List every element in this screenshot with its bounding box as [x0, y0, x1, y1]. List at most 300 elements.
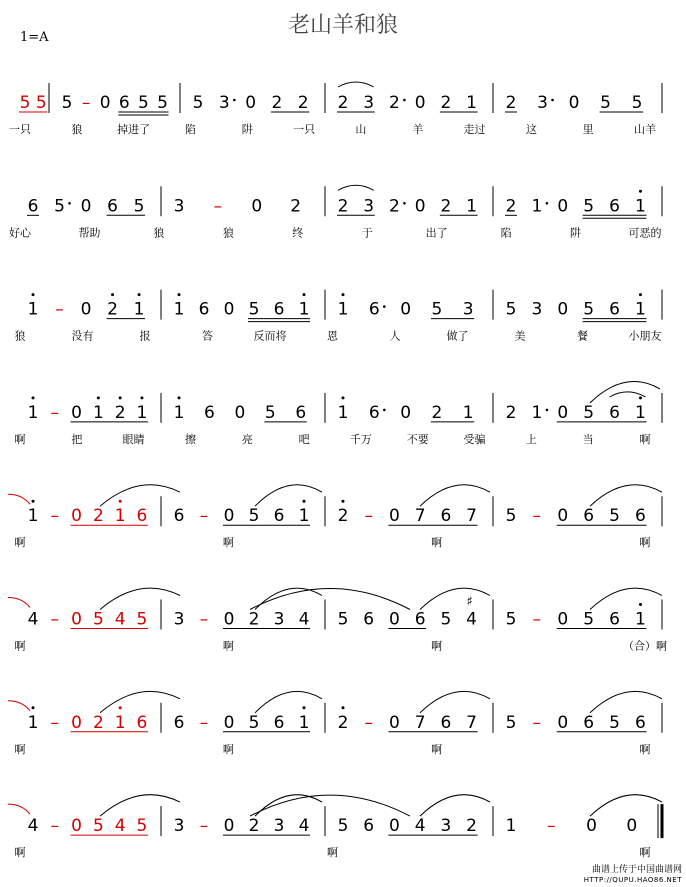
note: 5: [583, 196, 595, 217]
note: 0: [586, 816, 597, 837]
dot: [551, 99, 554, 102]
dot: [403, 202, 406, 205]
note: 1: [27, 402, 39, 423]
note: 1: [133, 299, 145, 320]
note: 6: [136, 506, 148, 527]
note: 2: [440, 93, 452, 113]
octave-dot: [119, 396, 122, 399]
song-title: 老山羊和狼: [287, 13, 398, 38]
octave-dot: [32, 706, 35, 709]
note: 6: [583, 712, 595, 733]
note: 5: [248, 506, 260, 527]
note: 1: [298, 712, 310, 733]
note: 5: [136, 609, 148, 630]
lyric: 山: [355, 123, 367, 136]
footer-credit: [584, 865, 682, 885]
note: 6: [440, 712, 452, 733]
note: 5: [505, 609, 517, 630]
lyric: 啊: [14, 432, 26, 446]
note: 1: [635, 609, 646, 630]
octave-dot: [119, 706, 122, 709]
note: 5: [54, 196, 65, 217]
note: 5: [505, 299, 517, 320]
note: 6: [363, 609, 375, 630]
note: 0: [80, 299, 92, 320]
note: 5: [264, 402, 276, 423]
note: 6: [136, 712, 148, 733]
note: 5: [19, 93, 31, 113]
note: 4: [466, 609, 477, 630]
note: 1: [298, 299, 310, 320]
lyric: 啊: [222, 742, 234, 756]
note: 2: [466, 816, 477, 837]
note: 6: [635, 506, 646, 527]
lyric: 擦: [184, 432, 196, 446]
phrase-arc: [250, 589, 410, 610]
note: 0: [389, 609, 400, 630]
note: 4: [298, 816, 310, 837]
lyric: 狼: [14, 329, 26, 343]
score-row: [15, 381, 663, 445]
phrase-arc: [100, 795, 180, 816]
note: 1: [92, 402, 104, 423]
footer-site: 曲谱上传于中国曲谱网: [591, 865, 682, 875]
key-signature: 1=A: [20, 30, 49, 45]
note: 5: [157, 93, 168, 113]
phrase-arc: [255, 588, 322, 609]
note: 1: [466, 93, 477, 113]
note: 0: [71, 816, 82, 837]
octave-dot: [342, 293, 345, 296]
note: 0: [414, 196, 426, 217]
note: 1: [505, 816, 517, 837]
note: 7: [414, 712, 426, 733]
note: 0: [245, 93, 257, 113]
lyric: 啊: [639, 846, 651, 860]
lyric: 啊: [222, 536, 234, 550]
note: 0: [71, 402, 82, 423]
dash: –: [199, 609, 209, 630]
lyric: 恩: [327, 329, 338, 343]
note: 0: [557, 299, 569, 320]
note: 3: [273, 816, 285, 837]
lyric: 啊: [431, 742, 443, 756]
note: 2: [271, 93, 283, 113]
note: 5: [583, 299, 595, 320]
note: 1: [462, 402, 474, 423]
note: 3: [173, 609, 185, 630]
note: 7: [414, 506, 426, 527]
note: 1: [298, 506, 310, 527]
note: 4: [114, 609, 126, 630]
note: 3: [363, 196, 375, 217]
lyric: 亮: [241, 432, 253, 446]
note: 0: [400, 402, 412, 423]
lyric: 没有: [71, 329, 94, 343]
lyric: 陷: [184, 123, 196, 136]
note: 1: [136, 402, 148, 423]
note: 5: [583, 609, 595, 630]
lyric: 陷: [500, 226, 512, 240]
note: 0: [71, 506, 82, 527]
note: 6: [118, 93, 130, 113]
note: 6: [295, 402, 307, 423]
phrase-arc: [590, 485, 662, 506]
lyric: 掉进了: [117, 123, 151, 136]
note: 2: [440, 196, 452, 217]
note: 1: [337, 299, 349, 320]
lyric: 餐: [577, 329, 588, 343]
lyric: 里: [582, 123, 594, 136]
lyric: 一只: [9, 123, 31, 136]
lyric: 狼: [153, 226, 165, 240]
dash: –: [532, 712, 542, 733]
note: 4: [27, 609, 39, 630]
lyric: 一只: [293, 123, 316, 136]
dot: [546, 409, 549, 412]
octave-dot: [178, 396, 181, 399]
note: 5: [505, 712, 517, 733]
phrase-arc: [420, 795, 490, 816]
note: 6: [198, 299, 210, 320]
note: 3: [462, 299, 474, 320]
octave-dot: [178, 293, 181, 296]
note: 6: [609, 609, 620, 630]
phrase-arc: [420, 485, 490, 506]
note: 5: [609, 506, 620, 527]
dash: –: [532, 506, 542, 527]
note: 6: [273, 506, 285, 527]
note: 4: [298, 609, 310, 630]
dash: –: [50, 506, 60, 527]
note: 0: [557, 712, 569, 733]
note: 2: [92, 712, 104, 733]
note: 5: [337, 816, 349, 837]
dot: [403, 99, 406, 102]
lyric: 答: [202, 329, 213, 343]
note: 6: [173, 506, 185, 527]
note: 1: [27, 506, 39, 527]
score-row: [9, 185, 662, 239]
note: 5: [600, 93, 611, 113]
note: 2: [337, 196, 349, 217]
note: 0: [80, 196, 92, 217]
note: 5: [61, 93, 73, 113]
note: 3: [173, 816, 185, 837]
note: 0: [71, 609, 82, 630]
note: 6: [27, 196, 39, 217]
lyric: 把: [71, 432, 83, 446]
octave-dot: [639, 190, 642, 193]
lyric: （合）啊: [623, 639, 667, 653]
note: 1: [635, 196, 646, 217]
note: 5: [35, 93, 47, 113]
note: 3: [218, 93, 230, 113]
phrase-arc: [590, 691, 662, 712]
lyric: 啊: [14, 536, 26, 550]
lyric: 出了: [425, 226, 448, 240]
dot: [383, 409, 386, 412]
note: 2: [505, 196, 517, 217]
note: 1: [531, 196, 543, 217]
note: 2: [248, 816, 260, 837]
dash: –: [199, 816, 209, 837]
note: 0: [414, 93, 426, 113]
dash: –: [50, 402, 60, 423]
dash: –: [213, 196, 223, 217]
note: 5: [92, 609, 104, 630]
dash: –: [50, 712, 60, 733]
octave-dot: [32, 500, 35, 503]
note: 0: [234, 402, 246, 423]
dash: –: [199, 506, 209, 527]
lyric: 啊: [327, 846, 338, 860]
score-row: [8, 485, 662, 549]
note: 5: [505, 506, 517, 527]
lyric: 阱: [241, 123, 253, 136]
lyric: 反而将: [253, 329, 287, 343]
note: 0: [557, 402, 569, 423]
note: 2: [505, 93, 517, 113]
note: 3: [273, 609, 285, 630]
octave-dot: [111, 293, 114, 296]
note: 5: [609, 712, 620, 733]
note: 0: [626, 816, 638, 837]
lyric: 终: [292, 226, 304, 240]
octave-dot: [342, 706, 345, 709]
octave-dot: [639, 396, 642, 399]
octave-dot: [303, 706, 306, 709]
note: 1: [27, 712, 39, 733]
dot: [383, 305, 386, 308]
note: 6: [368, 402, 380, 423]
note: 5: [248, 299, 260, 320]
lyric: 阱: [570, 226, 582, 240]
note: 5: [631, 93, 643, 113]
lyric: 报: [139, 329, 151, 343]
note: 5: [136, 816, 148, 837]
note: 7: [466, 712, 477, 733]
dash: –: [364, 506, 373, 527]
phrase-arc-tail: [8, 598, 30, 608]
slur: [338, 82, 374, 87]
octave-dot: [138, 293, 141, 296]
note: 2: [431, 402, 443, 423]
note: 3: [363, 93, 375, 113]
note: 1: [635, 299, 646, 320]
lyric: 不要: [406, 432, 429, 446]
score-row: [8, 795, 662, 859]
octave-dot: [303, 293, 306, 296]
phrase-arc: [255, 795, 322, 816]
note: 3: [440, 816, 452, 837]
octave-dot: [342, 500, 345, 503]
note: 6: [204, 402, 215, 423]
dash: –: [81, 93, 91, 113]
note: 6: [273, 299, 285, 320]
note: 6: [609, 196, 620, 217]
octave-dot: [140, 396, 143, 399]
note: 3: [173, 196, 185, 217]
note: 6: [609, 299, 620, 320]
octave-dot: [119, 500, 122, 503]
phrase-arc: [590, 588, 662, 609]
dash: –: [55, 299, 64, 320]
note: 1: [173, 402, 185, 423]
lyric: 于: [361, 226, 373, 240]
note: 5: [192, 93, 204, 113]
lyric: 受骗: [463, 432, 486, 446]
note: 1: [337, 402, 349, 423]
phrase-arc-tail: [8, 804, 30, 814]
dash: –: [199, 712, 209, 733]
note: 5: [337, 609, 349, 630]
note: 6: [368, 299, 380, 320]
lyric: 这: [525, 123, 537, 136]
note: 6: [440, 506, 452, 527]
note: 0: [99, 93, 111, 113]
octave-dot: [97, 396, 100, 399]
lyric: 啊: [222, 639, 234, 653]
note: 0: [251, 196, 263, 217]
phrase-arc: [420, 691, 490, 712]
footer-url: HTTP://QUPU.HAO86.NET: [583, 876, 682, 884]
note: 6: [609, 402, 620, 423]
note: 2: [290, 196, 302, 217]
phrase-arc-tail: [8, 494, 30, 504]
octave-dot: [639, 603, 642, 606]
octave-dot: [32, 293, 35, 296]
note: 4: [414, 816, 426, 837]
lyric: 吧: [298, 432, 310, 446]
sharp-sign: ♯: [466, 594, 473, 610]
phrase-arc: [420, 588, 490, 609]
note: 0: [389, 816, 400, 837]
note: 2: [297, 93, 309, 113]
dot: [546, 202, 549, 205]
note: 0: [557, 609, 569, 630]
dash: –: [50, 609, 60, 630]
note: 1: [531, 402, 543, 423]
note: 0: [400, 299, 412, 320]
lyric: 啊: [639, 432, 651, 446]
note: 6: [583, 506, 595, 527]
lyric: 做了: [446, 329, 469, 343]
lyric: 啊: [14, 639, 26, 653]
lyric: 狼: [222, 226, 234, 240]
dash: –: [547, 816, 556, 837]
note: 0: [223, 816, 235, 837]
lyric: 山羊: [634, 123, 656, 136]
note: 6: [273, 712, 285, 733]
note: 6: [414, 609, 426, 630]
lyric: 啊: [639, 742, 651, 756]
phrase-arc: [255, 691, 322, 712]
phrase-arc: [100, 485, 180, 506]
lyric: 好心: [9, 226, 31, 240]
lyric: 小朋友: [628, 329, 662, 343]
lyric: 啊: [431, 639, 443, 653]
note: 1: [27, 299, 39, 320]
phrase-arc: [255, 485, 322, 506]
note: 5: [440, 609, 452, 630]
note: 5: [133, 196, 145, 217]
slur: [338, 185, 374, 190]
lyric: 可恶的: [628, 226, 662, 240]
phrase-arc: [590, 795, 662, 816]
note: 1: [114, 712, 126, 733]
lyric: 羊: [412, 123, 424, 136]
lyric: 走过: [463, 123, 486, 136]
dash: –: [50, 816, 60, 837]
note: 3: [537, 93, 548, 113]
lyric: 狼: [71, 123, 83, 136]
score-row: [9, 82, 662, 136]
note: 3: [531, 299, 543, 320]
phrase-arc: [100, 588, 180, 609]
octave-dot: [342, 396, 345, 399]
note: 4: [114, 816, 126, 837]
lyric: 千万: [349, 432, 372, 446]
note: 5: [92, 816, 104, 837]
note: 6: [107, 196, 118, 217]
slur: [610, 392, 646, 397]
note: 2: [337, 712, 349, 733]
note: 2: [248, 609, 260, 630]
lyric: 啊: [639, 536, 651, 550]
note: 2: [389, 93, 400, 113]
lyric: 当: [582, 432, 594, 446]
score-row: [8, 691, 662, 755]
lyric: 帮助: [78, 226, 101, 240]
note: 4: [27, 816, 39, 837]
note: 1: [114, 506, 126, 527]
phrase-arc: [100, 691, 180, 712]
lyric: 啊: [14, 846, 26, 860]
note: 5: [138, 93, 149, 113]
note: 5: [431, 299, 443, 320]
score-row: [8, 588, 667, 652]
octave-dot: [32, 396, 35, 399]
note: 1: [466, 196, 477, 217]
note: 6: [363, 816, 375, 837]
lyric: 美: [514, 329, 526, 343]
dash: –: [364, 712, 373, 733]
note: 0: [223, 609, 235, 630]
note: 5: [583, 402, 595, 423]
note: 7: [466, 506, 477, 527]
score-row: [15, 290, 663, 343]
note: 0: [557, 196, 569, 217]
note: 0: [389, 506, 400, 527]
note: 0: [568, 93, 580, 113]
note: 2: [505, 402, 517, 423]
note: 0: [389, 712, 400, 733]
note: 6: [635, 712, 646, 733]
note: 0: [223, 299, 235, 320]
lyric: 人: [389, 329, 401, 343]
note: 0: [557, 506, 569, 527]
note: 2: [114, 402, 126, 423]
octave-dot: [639, 293, 642, 296]
phrase-arc-tail: [8, 701, 30, 711]
note: 0: [71, 712, 82, 733]
note: 2: [337, 506, 349, 527]
lyric: 眼睛: [122, 432, 145, 446]
note: 2: [92, 506, 104, 527]
note: 6: [173, 712, 185, 733]
note: 1: [635, 402, 646, 423]
